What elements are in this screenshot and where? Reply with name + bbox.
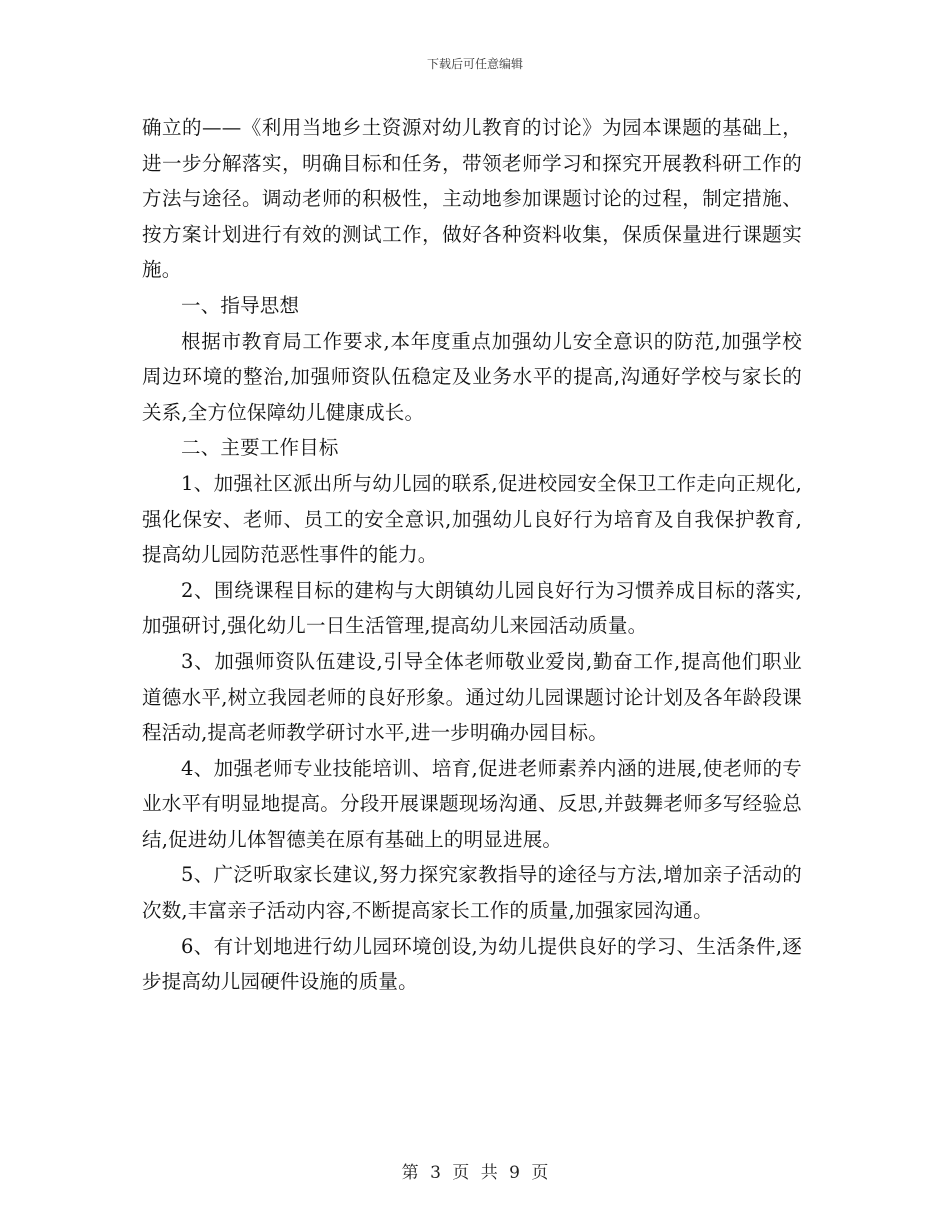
goal-item-4: 4、加强老师专业技能培训、培育,促进老师素养内涵的进展,使老师的专业水平有明显地提高。分段开展课题现场沟通、反思,并鼓舞老师多写经验总结,促进幼儿体智德美在原有基础上的明显进展。 — [142, 756, 802, 851]
header-note: 下载后可任意编辑 — [426, 57, 523, 71]
goal-item-6: 6、有计划地进行幼儿园环境创设,为幼儿提供良好的学习、生活条件,逐步提高幼儿园硬件设施的质量。 — [142, 934, 802, 994]
footer-suffix: 页 — [531, 1163, 549, 1183]
goal-item-2: 2、围绕课程目标的建构与大朗镇幼儿园良好行为习惯养成目标的落实,加强研讨,强化幼儿一日生活管理,提高幼儿来园活动质量。 — [142, 578, 802, 638]
footer-current-page: 3 — [430, 1163, 441, 1183]
paragraph-guiding-thought: 根据市教育局工作要求,本年度重点加强幼儿安全意识的防范,加强学校周边环境的整治,加强师资队伍稳定及业务水平的提高,沟通好学校与家长的关系,全方位保障幼儿健康成长。 — [142, 329, 802, 424]
footer-total-word: 共 — [480, 1163, 498, 1183]
section-heading-main-goals: 二、主要工作目标 — [181, 436, 339, 460]
footer-total-pages: 9 — [509, 1163, 520, 1183]
page-footer — [0, 1158, 950, 1183]
paragraph-intro: 确立的——《利用当地乡土资源对幼儿教育的讨论》为园本课题的基础上，进一步分解落实，明确目标和任务，带领老师学习和探究开展教科研工作的方法与途径。调动老师的积极性，主动地参加课题讨论的过程，制定措施、按方案计划进行有效的测试工作，做好各种资料收集，保质保量进行课题实施。 — [142, 116, 802, 282]
goal-item-3: 3、加强师资队伍建设,引导全体老师敬业爱岗,勤奋工作,提高他们职业道德水平,树立我园老师的良好形象。通过幼儿园课题讨论计划及各年龄段课程活动,提高老师教学研讨水平,进一步明确办园目标。 — [142, 649, 802, 745]
goal-item-1: 1、加强社区派出所与幼儿园的联系,促进校园安全保卫工作走向正规化,强化保安、老师、员工的安全意识,加强幼儿良好行为培育及自我保护教育,提高幼儿园防范恶性事件的能力。 — [142, 471, 802, 567]
footer-prefix: 第 — [401, 1163, 419, 1183]
document-body — [142, 110, 802, 1000]
goal-item-5: 5、广泛听取家长建议,努力探究家教指导的途径与方法,增加亲子活动的次数,丰富亲子活动内容,不断提高家长工作的质量,加强家园沟通。 — [142, 863, 802, 923]
footer-page-word: 页 — [452, 1163, 470, 1183]
section-heading-guiding-thought: 一、指导思想 — [181, 293, 300, 317]
